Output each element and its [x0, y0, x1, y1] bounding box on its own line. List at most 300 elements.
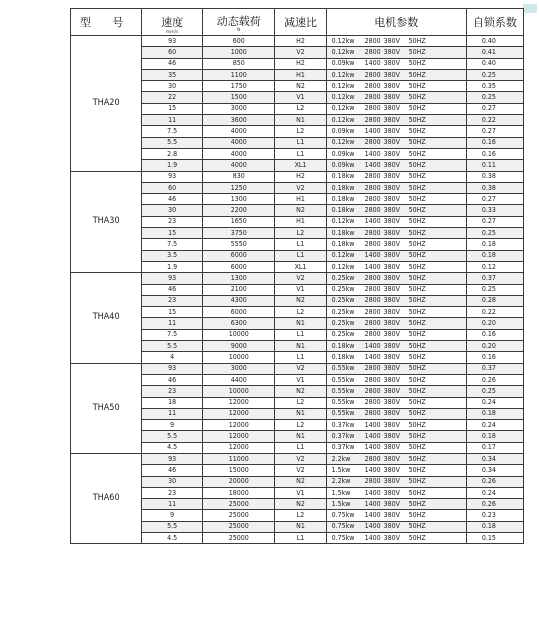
ratio-cell: L1	[275, 533, 326, 544]
motor-rpm: 2800	[364, 138, 381, 147]
motor-cell	[326, 58, 466, 69]
speed-cell: 93	[142, 453, 203, 464]
motor-rpm: 1400	[364, 443, 381, 452]
speed-cell: 7.5	[142, 239, 203, 250]
motor-voltage: 380V	[383, 59, 400, 68]
motor-power: 0.12kw	[331, 47, 355, 56]
ratio-cell: V2	[275, 363, 326, 374]
header-load-unit: N	[237, 27, 241, 33]
motor-rpm: 2800	[364, 307, 381, 316]
model-cell: THA30	[71, 171, 142, 273]
load-cell: 4300	[202, 295, 275, 306]
motor-voltage: 380V	[383, 522, 400, 531]
motor-power: 0.18kw	[331, 228, 355, 237]
motor-rpm: 2800	[364, 183, 381, 192]
motor-frequency: 50HZ	[408, 296, 426, 305]
table-row	[71, 363, 524, 374]
motor-frequency: 50HZ	[408, 93, 426, 102]
motor-power: 0.12kw	[331, 70, 355, 79]
motor-rpm: 1400	[364, 488, 381, 497]
speed-cell: 46	[142, 465, 203, 476]
speed-cell: 18	[142, 397, 203, 408]
motor-voltage: 380V	[383, 341, 400, 350]
coef-cell: 0.40	[466, 36, 523, 47]
motor-rpm: 2800	[364, 36, 381, 45]
motor-cell	[326, 476, 466, 487]
coef-cell: 0.18	[466, 408, 523, 419]
speed-cell: 5.5	[142, 431, 203, 442]
motor-cell	[326, 431, 466, 442]
speed-cell: 4	[142, 352, 203, 363]
ratio-cell: L2	[275, 510, 326, 521]
ratio-cell: V2	[275, 465, 326, 476]
ratio-cell: N2	[275, 476, 326, 487]
coef-cell: 0.26	[466, 476, 523, 487]
speed-cell: 93	[142, 363, 203, 374]
coef-cell: 0.25	[466, 228, 523, 239]
speed-cell: 15	[142, 103, 203, 114]
motor-voltage: 380V	[383, 81, 400, 90]
ratio-cell: H2	[275, 36, 326, 47]
load-cell: 4000	[202, 160, 275, 171]
motor-frequency: 50HZ	[408, 398, 426, 407]
motor-frequency: 50HZ	[408, 364, 426, 373]
speed-cell: 23	[142, 386, 203, 397]
speed-cell: 4.5	[142, 442, 203, 453]
coef-cell: 0.27	[466, 194, 523, 205]
ratio-cell: H1	[275, 69, 326, 80]
coef-cell: 0.25	[466, 92, 523, 103]
speed-cell: 11	[142, 318, 203, 329]
motor-cell	[326, 363, 466, 374]
motor-rpm: 1400	[364, 127, 381, 136]
motor-rpm: 1400	[364, 149, 381, 158]
motor-frequency: 50HZ	[408, 307, 426, 316]
coef-cell: 0.15	[466, 533, 523, 544]
ratio-cell: H2	[275, 58, 326, 69]
motor-frequency: 50HZ	[408, 454, 426, 463]
motor-power: 1.5kw	[331, 488, 351, 497]
motor-power: 2.2kw	[331, 454, 351, 463]
header-ratio: 减速比	[275, 9, 326, 36]
speed-cell: 15	[142, 307, 203, 318]
coef-cell: 0.20	[466, 341, 523, 352]
motor-frequency: 50HZ	[408, 262, 426, 271]
load-cell: 3600	[202, 115, 275, 126]
load-cell: 25000	[202, 510, 275, 521]
load-cell: 1100	[202, 69, 275, 80]
motor-frequency: 50HZ	[408, 194, 426, 203]
motor-cell	[326, 47, 466, 58]
coef-cell: 0.27	[466, 216, 523, 227]
motor-rpm: 2800	[364, 398, 381, 407]
motor-rpm: 1400	[364, 522, 381, 531]
ratio-cell: N2	[275, 205, 326, 216]
motor-cell	[326, 499, 466, 510]
motor-frequency: 50HZ	[408, 499, 426, 508]
load-cell: 3000	[202, 363, 275, 374]
speed-cell: 11	[142, 408, 203, 419]
motor-frequency: 50HZ	[408, 522, 426, 531]
motor-cell	[326, 533, 466, 544]
motor-power: 0.12kw	[331, 104, 355, 113]
motor-cell	[326, 148, 466, 159]
motor-cell	[326, 329, 466, 340]
motor-cell	[326, 137, 466, 148]
motor-cell	[326, 487, 466, 498]
load-cell: 15000	[202, 465, 275, 476]
load-cell: 600	[202, 36, 275, 47]
motor-frequency: 50HZ	[408, 149, 426, 158]
header-model: 型 号	[71, 9, 142, 36]
ratio-cell: V2	[275, 453, 326, 464]
motor-power: 0.25kw	[331, 319, 355, 328]
coef-cell: 0.16	[466, 329, 523, 340]
motor-voltage: 380V	[383, 239, 400, 248]
coef-cell: 0.24	[466, 397, 523, 408]
header-load	[202, 9, 275, 36]
speed-cell: 60	[142, 182, 203, 193]
header-speed-label: 速度	[161, 16, 184, 29]
ratio-cell: XL1	[275, 261, 326, 272]
motor-voltage: 380V	[383, 36, 400, 45]
coef-cell: 0.37	[466, 363, 523, 374]
motor-frequency: 50HZ	[408, 104, 426, 113]
motor-frequency: 50HZ	[408, 352, 426, 361]
coef-cell: 0.22	[466, 115, 523, 126]
speed-cell: 60	[142, 47, 203, 58]
ratio-cell: L1	[275, 148, 326, 159]
ratio-cell: N1	[275, 431, 326, 442]
motor-power: 0.55kw	[331, 375, 355, 384]
ratio-cell: N1	[275, 318, 326, 329]
motor-voltage: 380V	[383, 477, 400, 486]
motor-cell	[326, 182, 466, 193]
motor-rpm: 1400	[364, 341, 381, 350]
motor-rpm: 2800	[364, 386, 381, 395]
load-cell: 6300	[202, 318, 275, 329]
motor-power: 0.18kw	[331, 352, 355, 361]
motor-power: 0.09kw	[331, 59, 355, 68]
model-cell: THA40	[71, 273, 142, 363]
motor-power: 0.12kw	[331, 81, 355, 90]
load-cell: 10000	[202, 352, 275, 363]
ratio-cell: N2	[275, 499, 326, 510]
motor-rpm: 1400	[364, 352, 381, 361]
speed-cell: 2.8	[142, 148, 203, 159]
motor-power: 0.25kw	[331, 273, 355, 282]
motor-cell	[326, 341, 466, 352]
motor-cell	[326, 374, 466, 385]
motor-rpm: 2800	[364, 330, 381, 339]
load-cell: 6000	[202, 250, 275, 261]
speed-cell: 30	[142, 205, 203, 216]
motor-voltage: 380V	[383, 319, 400, 328]
coef-cell: 0.16	[466, 137, 523, 148]
ratio-cell: N2	[275, 81, 326, 92]
motor-voltage: 380V	[383, 70, 400, 79]
motor-rpm: 2800	[364, 319, 381, 328]
motor-frequency: 50HZ	[408, 420, 426, 429]
coef-cell: 0.26	[466, 499, 523, 510]
motor-power: 0.55kw	[331, 398, 355, 407]
motor-rpm: 2800	[364, 194, 381, 203]
coef-cell: 0.38	[466, 182, 523, 193]
model-cell: THA20	[71, 36, 142, 172]
motor-frequency: 50HZ	[408, 488, 426, 497]
coef-cell: 0.27	[466, 103, 523, 114]
ratio-cell: V1	[275, 92, 326, 103]
coef-cell: 0.16	[466, 148, 523, 159]
motor-cell	[326, 239, 466, 250]
motor-power: 0.12kw	[331, 138, 355, 147]
motor-voltage: 380V	[383, 465, 400, 474]
speed-cell: 7.5	[142, 329, 203, 340]
ratio-cell: N2	[275, 386, 326, 397]
load-cell: 11000	[202, 453, 275, 464]
motor-power: 0.75kw	[331, 522, 355, 531]
ratio-cell: L2	[275, 307, 326, 318]
motor-frequency: 50HZ	[408, 341, 426, 350]
coef-cell: 0.11	[466, 160, 523, 171]
motor-frequency: 50HZ	[408, 81, 426, 90]
coef-cell: 0.25	[466, 386, 523, 397]
ratio-cell: V2	[275, 182, 326, 193]
ratio-cell: N1	[275, 521, 326, 532]
motor-voltage: 380V	[383, 375, 400, 384]
motor-rpm: 2800	[364, 206, 381, 215]
motor-frequency: 50HZ	[408, 115, 426, 124]
load-cell: 20000	[202, 476, 275, 487]
motor-frequency: 50HZ	[408, 138, 426, 147]
speed-cell: 15	[142, 228, 203, 239]
model-cell: THA60	[71, 453, 142, 543]
motor-rpm: 2800	[364, 364, 381, 373]
coef-cell: 0.33	[466, 205, 523, 216]
motor-power: 0.12kw	[331, 262, 355, 271]
motor-rpm: 1400	[364, 160, 381, 169]
motor-rpm: 1400	[364, 262, 381, 271]
ratio-cell: H1	[275, 194, 326, 205]
motor-frequency: 50HZ	[408, 409, 426, 418]
speed-cell: 22	[142, 92, 203, 103]
motor-rpm: 2800	[364, 477, 381, 486]
motor-rpm: 2800	[364, 228, 381, 237]
load-cell: 1750	[202, 81, 275, 92]
coef-cell: 0.27	[466, 126, 523, 137]
motor-frequency: 50HZ	[408, 432, 426, 441]
motor-rpm: 2800	[364, 285, 381, 294]
load-cell: 2100	[202, 284, 275, 295]
motor-cell	[326, 386, 466, 397]
motor-power: 0.12kw	[331, 93, 355, 102]
ratio-cell: N1	[275, 341, 326, 352]
motor-frequency: 50HZ	[408, 59, 426, 68]
motor-rpm: 2800	[364, 409, 381, 418]
load-cell: 6000	[202, 261, 275, 272]
ratio-cell: L2	[275, 420, 326, 431]
coef-cell: 0.18	[466, 431, 523, 442]
ratio-cell: L1	[275, 442, 326, 453]
motor-rpm: 2800	[364, 47, 381, 56]
load-cell: 9000	[202, 341, 275, 352]
coef-cell: 0.24	[466, 487, 523, 498]
motor-voltage: 380V	[383, 160, 400, 169]
ratio-cell: N2	[275, 295, 326, 306]
motor-rpm: 1400	[364, 59, 381, 68]
speed-cell: 23	[142, 216, 203, 227]
ratio-cell: L1	[275, 137, 326, 148]
motor-power: 0.18kw	[331, 183, 355, 192]
motor-frequency: 50HZ	[408, 228, 426, 237]
motor-rpm: 2800	[364, 104, 381, 113]
ratio-cell: L1	[275, 250, 326, 261]
motor-frequency: 50HZ	[408, 172, 426, 181]
motor-cell	[326, 92, 466, 103]
coef-cell: 0.35	[466, 81, 523, 92]
motor-power: 0.18kw	[331, 239, 355, 248]
motor-frequency: 50HZ	[408, 533, 426, 542]
motor-rpm: 1400	[364, 533, 381, 542]
motor-voltage: 380V	[383, 47, 400, 56]
motor-power: 0.37kw	[331, 420, 355, 429]
motor-power: 0.25kw	[331, 285, 355, 294]
motor-voltage: 380V	[383, 104, 400, 113]
motor-cell	[326, 205, 466, 216]
motor-rpm: 2800	[364, 93, 381, 102]
coef-cell: 0.37	[466, 273, 523, 284]
load-cell: 850	[202, 58, 275, 69]
motor-cell	[326, 510, 466, 521]
motor-rpm: 1400	[364, 251, 381, 260]
load-cell: 1250	[202, 182, 275, 193]
speed-cell: 23	[142, 487, 203, 498]
speed-cell: 3.5	[142, 250, 203, 261]
motor-voltage: 380V	[383, 194, 400, 203]
load-cell: 1300	[202, 194, 275, 205]
coef-cell: 0.18	[466, 250, 523, 261]
motor-rpm: 2800	[364, 70, 381, 79]
motor-voltage: 380V	[383, 307, 400, 316]
motor-rpm: 1400	[364, 499, 381, 508]
motor-rpm: 2800	[364, 296, 381, 305]
coef-cell: 0.24	[466, 420, 523, 431]
motor-voltage: 380V	[383, 386, 400, 395]
load-cell: 4000	[202, 126, 275, 137]
coef-cell: 0.41	[466, 47, 523, 58]
ratio-cell: V2	[275, 47, 326, 58]
motor-voltage: 380V	[383, 364, 400, 373]
load-cell: 25000	[202, 521, 275, 532]
load-cell: 1500	[202, 92, 275, 103]
ratio-cell: L1	[275, 329, 326, 340]
speed-cell: 93	[142, 36, 203, 47]
motor-rpm: 2800	[364, 273, 381, 282]
motor-cell	[326, 273, 466, 284]
load-cell: 12000	[202, 442, 275, 453]
motor-frequency: 50HZ	[408, 285, 426, 294]
load-cell: 2200	[202, 205, 275, 216]
speed-cell: 93	[142, 171, 203, 182]
ratio-cell: L2	[275, 103, 326, 114]
motor-power: 0.55kw	[331, 409, 355, 418]
motor-voltage: 380V	[383, 172, 400, 181]
motor-voltage: 380V	[383, 149, 400, 158]
header-coef: 自锁系数	[466, 9, 523, 36]
table-header	[71, 9, 524, 36]
coef-cell: 0.16	[466, 352, 523, 363]
motor-power: 0.12kw	[331, 217, 355, 226]
motor-rpm: 2800	[364, 172, 381, 181]
motor-power: 0.12kw	[331, 251, 355, 260]
speed-cell: 5.5	[142, 137, 203, 148]
motor-power: 0.75kw	[331, 533, 355, 542]
load-cell: 12000	[202, 431, 275, 442]
ratio-cell: L2	[275, 397, 326, 408]
speed-cell: 23	[142, 295, 203, 306]
load-cell: 18000	[202, 487, 275, 498]
load-cell: 1300	[202, 273, 275, 284]
motor-frequency: 50HZ	[408, 465, 426, 474]
motor-cell	[326, 397, 466, 408]
motor-voltage: 380V	[383, 285, 400, 294]
motor-rpm: 1400	[364, 432, 381, 441]
motor-power: 0.75kw	[331, 511, 355, 520]
motor-power: 0.18kw	[331, 206, 355, 215]
motor-rpm: 1400	[364, 511, 381, 520]
motor-cell	[326, 126, 466, 137]
speed-cell: 5.5	[142, 521, 203, 532]
motor-power: 0.12kw	[331, 115, 355, 124]
header-load-label: 动态载荷	[216, 14, 261, 28]
coef-cell: 0.22	[466, 307, 523, 318]
speed-cell: 30	[142, 81, 203, 92]
coef-cell: 0.12	[466, 261, 523, 272]
motor-cell	[326, 318, 466, 329]
motor-voltage: 380V	[383, 273, 400, 282]
header-motor: 电机参数	[326, 9, 466, 36]
motor-frequency: 50HZ	[408, 47, 426, 56]
motor-voltage: 380V	[383, 93, 400, 102]
motor-cell	[326, 352, 466, 363]
motor-voltage: 380V	[383, 533, 400, 542]
speed-cell: 46	[142, 284, 203, 295]
motor-power: 0.25kw	[331, 296, 355, 305]
motor-voltage: 380V	[383, 488, 400, 497]
motor-power: 0.55kw	[331, 386, 355, 395]
speed-cell: 5.5	[142, 341, 203, 352]
load-cell: 1650	[202, 216, 275, 227]
speed-cell: 9	[142, 510, 203, 521]
motor-frequency: 50HZ	[408, 239, 426, 248]
motor-cell	[326, 216, 466, 227]
coef-cell: 0.38	[466, 171, 523, 182]
motor-voltage: 380V	[383, 115, 400, 124]
motor-rpm: 2800	[364, 115, 381, 124]
motor-rpm: 2800	[364, 81, 381, 90]
motor-voltage: 380V	[383, 398, 400, 407]
ratio-cell: L1	[275, 352, 326, 363]
motor-power: 0.55kw	[331, 364, 355, 373]
motor-frequency: 50HZ	[408, 70, 426, 79]
motor-frequency: 50HZ	[408, 511, 426, 520]
motor-cell	[326, 453, 466, 464]
ratio-cell: V1	[275, 284, 326, 295]
motor-rpm: 1400	[364, 465, 381, 474]
load-cell: 5550	[202, 239, 275, 250]
motor-frequency: 50HZ	[408, 319, 426, 328]
coef-cell: 0.18	[466, 521, 523, 532]
